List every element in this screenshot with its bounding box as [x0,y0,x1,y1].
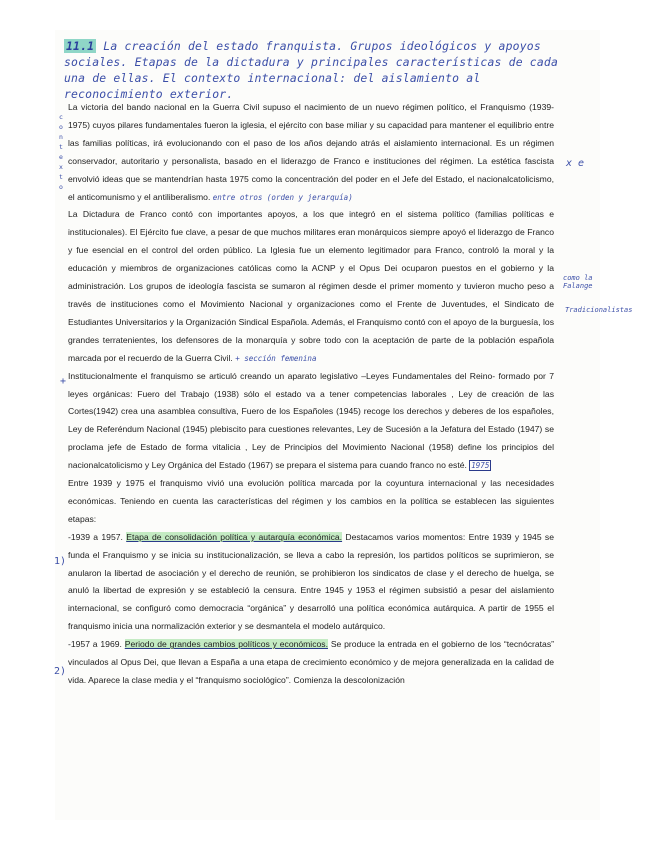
margin-note-falange: como la Falange [563,274,593,290]
paragraph-apoyos [68,206,554,367]
paragraph-leyes [68,368,554,475]
etapa-2-title: Periodo de grandes cambios políticos y económicos. [124,639,328,650]
handwritten-note-orden: entre otros (orden y jerarquía) [212,192,353,202]
etapa-2-text: Se produce la entrada en el gobierno de los “tecnócratas” vinculados al Opus Dei, que llevan a España a una etapa de crecimiento económico y de mejora generalizada en la calidad de vida. Aparece la clase media y el “franquismo sociológico”. Comienza la descolonización [68,639,554,685]
etapa-1-title: Etapa de consolidación política y autarquía económica. [126,531,343,542]
margin-vertical-note: c o n t e x t o [59,113,63,191]
etapa-2 [68,636,554,690]
paragraph-intro-text: La victoria del bando nacional en la Guerra Civil supuso el nacimiento de un nuevo régimen político, el Franquismo (1939-1975) cuyos pilares fundamentales fueron la iglesia, el ejército con base miliar y su capacidad para mantener el equilibrio entre las familias políticas, irá evolucionando con el paso de los años dejando atrás el aislamiento internacional. Es un régimen conservador, autoritario y personalista, basado en el liderazgo de Franco e instituciones del régimen. La estética fascista envolvió ideas que se mantendrían hasta 1975 como la concentración del poder en el Jefe del Estado, el nacionalcatolicismo, el anticomunismo y el antiliberalismo. [68,102,554,202]
title-number: 11.1 [66,39,95,53]
margin-note-xe: x e [566,158,585,169]
paragraph-etapas: Entre 1939 y 1975 el franquismo vivió una evolución política marcada por la coyuntura internacional y las necesidades económicas. Teniendo en cuenta las características del régimen y los cambios en la política se establecen las siguientes etapas: [68,478,554,524]
handwritten-title [64,38,584,102]
paragraph-apoyos-text: La Dictadura de Franco contó con importantes apoyos, a los que integró en el sistema político (familias políticas e institucionales). El Ejército fue clave, a pesar de que muchos militares eran monárquicos siempre apoyó el liderazgo de Franco y fue esencial en el control del orden público. La Iglesia fue un elemento legitimador para Franco, controló la moral y la educación y miembros de organizaciones católicas como la ACNP y el Opus Dei ocuparon puestos en el gobierno y la administración. Los grupos de ideología fascista se sumaron al régimen desde el primer momento y tuvieron mucho peso a través de instituciones como el Movimiento Nacional y organizaciones como el Frente de Juventudes, el Sindicato de Estudiantes Universitarios y la Organización Sindical Española. Además, el Franquismo contó con el apoyo de la burguesía, los grandes terratenientes, los defensores de la monarquía y sobre todo con la aceptación de parte de la población española marcada por el recuerdo de la Guerra Civil. [68,209,554,363]
margin-plus-mark: + [60,376,67,387]
handwritten-note-1975: 1975 [471,461,490,471]
etapa-1-dates: -1939 a 1957. [68,531,123,542]
title-text: La creación del estado franquista. Grupos ideológicos y apoyos sociales. Etapas de la dictadura y principales características de cada una de ellas. El contexto internacional: del aislamiento al reconocimiento exterior. [64,39,559,101]
margin-enum-2: 2) [54,666,67,677]
margin-enum-1: 1) [54,556,67,567]
etapa-1-text: Destacamos varios momentos: Entre 1939 y 1945 se funda el Franquismo y se inicia su institucionalización, se lleva a cabo la represión, los partidos políticos se suprimieron, se anularon la libertad de asociación y el derecho de reunión, se prohibieron los sindicatos de clase y el derecho de huelga, se anuló la libertad de expresión y se estableció la censura. Entre 1945 y 1953 el régimen subsistió a pesar del aislamiento internacional, se configuró como democracia “orgánica” y desarrolló una política económica autárquica. A partir de 1955 el franquismo inicia una normalización exterior y se desmantela el modelo autárquico. [68,531,555,632]
handwritten-note-seccion-femenina: + sección femenina [235,353,317,363]
margin-note-tradicionalistas: Tradicionalistas [565,306,633,314]
etapa-2-dates: -1957 a 1969. [68,639,122,650]
paragraph-leyes-text: Institucionalmente el franquismo se articuló creando un aparato legislativo –Leyes Fundamentales del Reino- formado por 7 leyes orgánicas: Fuero del Trabajo (1938) sólo el estado va a tener competencias laborales , Ley de creación de las Cortes(1942) crea una asamblea consultiva, Fuero de los Españoles (1945) recoge los derechos y deberes de los españoles, Ley de Referéndum Nacional (1945) plebiscito para cuestiones relevantes, Ley de Sucesión a la Jefatura del Estado (1947) se proclama jefe de Estado de forma vitalicia , Ley de Principios del Movimiento Nacional (1958) define los principios del nacionalcatolicismo y Ley Orgánica del Estado (1967) se prepara el sistema para cuando franco no esté. [68,370,554,471]
paragraph-intro [68,99,554,206]
etapa-1 [68,529,554,636]
document-body [68,99,554,690]
